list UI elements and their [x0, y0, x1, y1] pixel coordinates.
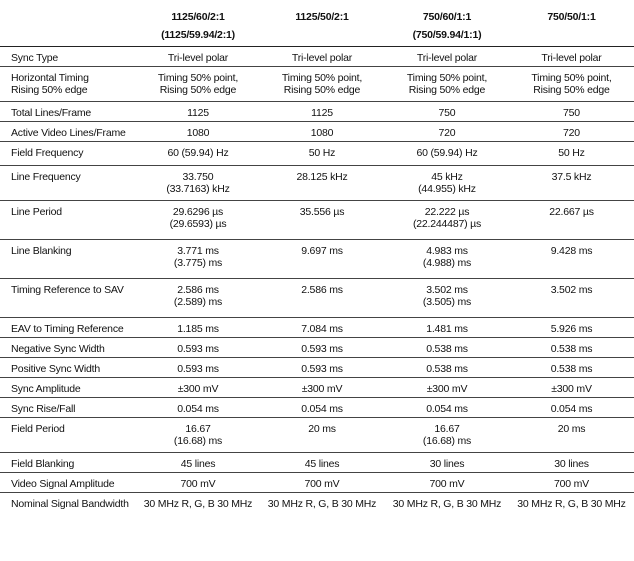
- value-cell: [385, 166, 509, 201]
- cell-value-text: 700 mV: [429, 478, 465, 490]
- row-label-cell: [0, 338, 137, 358]
- column-header-1125-50: [259, 0, 385, 47]
- value-cell: [385, 418, 509, 453]
- table-row: [0, 358, 634, 378]
- table-body: [0, 47, 634, 513]
- cell-value-text: 1125: [187, 107, 209, 119]
- row-label-text: Field Blanking: [11, 458, 75, 470]
- cell-value-text: 9.428 ms: [550, 245, 593, 257]
- cell-value-text: 22.667 µs: [549, 206, 594, 218]
- cell-value-text: (3.775) ms: [173, 257, 223, 269]
- header-row: [0, 0, 634, 47]
- value-cell: [137, 398, 259, 418]
- value-cell: [509, 493, 634, 513]
- value-cell: [509, 67, 634, 102]
- cell-value-text: 0.538 ms: [426, 363, 468, 375]
- column-header-primary: 750/50/1:1: [547, 11, 596, 23]
- value-cell: [137, 47, 259, 67]
- value-cell: [259, 279, 385, 318]
- value-cell: [509, 358, 634, 378]
- cell-value-text: 0.054 ms: [550, 403, 593, 415]
- row-label-text: Nominal Signal Bandwidth: [11, 498, 129, 510]
- value-cell: [509, 240, 634, 279]
- value-cell: [509, 318, 634, 338]
- value-cell: [137, 318, 259, 338]
- table-row: [0, 338, 634, 358]
- value-cell: [509, 398, 634, 418]
- cell-value-text: 750: [563, 107, 580, 119]
- table-row: [0, 398, 634, 418]
- row-label-cell: [0, 453, 137, 473]
- cell-value-text: Timing 50% point,: [406, 72, 488, 84]
- value-cell: [137, 493, 259, 513]
- cell-value-text: 60 (59.94) Hz: [416, 147, 478, 159]
- value-cell: [259, 67, 385, 102]
- cell-value-text: 0.538 ms: [426, 343, 468, 355]
- value-cell: [385, 201, 509, 240]
- cell-value-text: 1080: [186, 127, 210, 139]
- cell-value-text: 37.5 kHz: [551, 171, 592, 183]
- value-cell: [385, 279, 509, 318]
- cell-value-text: Rising 50% edge: [408, 84, 486, 96]
- cell-value-text: ±300 mV: [301, 383, 343, 395]
- value-cell: [259, 338, 385, 358]
- value-cell: [385, 493, 509, 513]
- value-cell: [385, 122, 509, 142]
- table-row: [0, 453, 634, 473]
- cell-value-text: Tri-level polar: [291, 52, 353, 64]
- value-cell: [137, 166, 259, 201]
- table-row: [0, 418, 634, 453]
- value-cell: [385, 67, 509, 102]
- value-cell: [509, 102, 634, 122]
- cell-value-text: 1125: [311, 107, 333, 119]
- cell-value-text: 45 lines: [304, 458, 340, 470]
- row-label-text: Active Video Lines/Frame: [11, 127, 126, 139]
- row-label-text: Video Signal Amplitude: [11, 478, 115, 490]
- value-cell: [385, 47, 509, 67]
- row-label-cell: [0, 473, 137, 493]
- value-cell: [509, 378, 634, 398]
- value-cell: [259, 378, 385, 398]
- table-row: [0, 279, 634, 318]
- cell-value-text: Timing 50% point,: [157, 72, 239, 84]
- cell-value-text: Tri-level polar: [167, 52, 229, 64]
- table-row: [0, 67, 634, 102]
- cell-value-text: ±300 mV: [177, 383, 219, 395]
- table-row: [0, 166, 634, 201]
- header-corner-cell: [0, 0, 137, 47]
- value-cell: [259, 453, 385, 473]
- row-label-text: Field Frequency: [11, 147, 84, 159]
- row-label-text: Line Frequency: [11, 171, 81, 183]
- cell-value-text: 1.481 ms: [426, 323, 468, 335]
- table-row: [0, 122, 634, 142]
- cell-value-text: Timing 50% point,: [281, 72, 363, 84]
- value-cell: [259, 122, 385, 142]
- cell-value-text: 45 lines: [180, 458, 216, 470]
- row-label-text: Sync Rise/Fall: [11, 403, 76, 415]
- value-cell: [385, 398, 509, 418]
- value-cell: [259, 166, 385, 201]
- row-label-cell: [0, 201, 137, 240]
- value-cell: [137, 358, 259, 378]
- value-cell: [385, 453, 509, 473]
- cell-value-text: 33.750: [182, 171, 214, 183]
- value-cell: [259, 102, 385, 122]
- cell-value-text: ±300 mV: [551, 383, 592, 395]
- cell-value-text: Tri-level polar: [541, 52, 602, 64]
- row-label-cell: [0, 122, 137, 142]
- cell-value-text: 20 ms: [557, 423, 586, 435]
- cell-value-text: 0.593 ms: [177, 363, 219, 375]
- row-label-text: Sync Type: [11, 52, 59, 64]
- cell-value-text: 30 MHz R, G, B 30 MHz: [143, 498, 253, 510]
- column-header-primary: 750/60/1:1: [422, 11, 472, 23]
- cell-value-text: 30 MHz R, G, B 30 MHz: [267, 498, 377, 510]
- cell-value-text: 1080: [310, 127, 334, 139]
- cell-value-text: 720: [438, 127, 456, 139]
- cell-value-text: 700 mV: [304, 478, 340, 490]
- cell-value-text: 700 mV: [180, 478, 216, 490]
- cell-value-text: 28.125 kHz: [296, 171, 348, 183]
- row-label-text: Line Period: [11, 206, 62, 218]
- cell-value-text: 0.593 ms: [301, 363, 343, 375]
- table-row: [0, 102, 634, 122]
- cell-value-text: 50 Hz: [558, 147, 585, 159]
- row-label-cell: [0, 166, 137, 201]
- column-header-750-60: [385, 0, 509, 47]
- cell-value-text: 22.222 µs: [424, 206, 470, 218]
- cell-value-text: 60 (59.94) Hz: [167, 147, 229, 159]
- table-row: [0, 318, 634, 338]
- cell-value-text: 16.67: [185, 423, 211, 435]
- cell-value-text: (16.68) ms: [173, 435, 223, 447]
- cell-value-text: 3.771 ms: [177, 245, 219, 257]
- cell-value-text: Rising 50% edge: [159, 84, 237, 96]
- value-cell: [137, 201, 259, 240]
- cell-value-text: 0.054 ms: [301, 403, 343, 415]
- row-label-cell: [0, 418, 137, 453]
- cell-value-text: 16.67: [434, 423, 460, 435]
- cell-value-text: 720: [563, 127, 580, 139]
- value-cell: [137, 473, 259, 493]
- cell-value-text: 0.593 ms: [301, 343, 343, 355]
- value-cell: [385, 318, 509, 338]
- cell-value-text: (33.7163) kHz: [166, 183, 230, 195]
- column-header-primary: 1125/50/2:1: [295, 11, 349, 23]
- cell-value-text: 30 lines: [554, 458, 589, 470]
- cell-value-text: 5.926 ms: [550, 323, 593, 335]
- value-cell: [509, 166, 634, 201]
- table-row: [0, 473, 634, 493]
- table-row: [0, 240, 634, 279]
- column-header-secondary: (750/59.94/1:1): [412, 29, 482, 41]
- value-cell: [385, 473, 509, 493]
- value-cell: [137, 142, 259, 166]
- row-label-cell: [0, 67, 137, 102]
- cell-value-text: 9.697 ms: [301, 245, 343, 257]
- row-label-text: Timing Reference to SAV: [11, 284, 124, 296]
- value-cell: [137, 453, 259, 473]
- row-label-cell: [0, 358, 137, 378]
- value-cell: [259, 418, 385, 453]
- cell-value-text: (44.955) kHz: [418, 183, 476, 195]
- table-row: [0, 378, 634, 398]
- value-cell: [259, 47, 385, 67]
- cell-value-text: (4.988) ms: [422, 257, 472, 269]
- value-cell: [137, 102, 259, 122]
- value-cell: [137, 338, 259, 358]
- value-cell: [137, 122, 259, 142]
- value-cell: [259, 358, 385, 378]
- cell-value-text: (2.589) ms: [173, 296, 223, 308]
- value-cell: [509, 453, 634, 473]
- cell-value-text: 0.538 ms: [550, 343, 593, 355]
- value-cell: [137, 279, 259, 318]
- value-cell: [509, 142, 634, 166]
- column-header-750-50: [509, 0, 634, 47]
- cell-value-text: 29.6296 µs: [172, 206, 224, 218]
- value-cell: [259, 240, 385, 279]
- value-cell: [509, 47, 634, 67]
- value-cell: [385, 378, 509, 398]
- value-cell: [259, 493, 385, 513]
- value-cell: [509, 279, 634, 318]
- cell-value-text: Rising 50% edge: [283, 84, 361, 96]
- cell-value-text: 3.502 ms: [426, 284, 468, 296]
- row-label-text: Line Blanking: [11, 245, 72, 257]
- row-label-cell: [0, 102, 137, 122]
- cell-value-text: Tri-level polar: [416, 52, 478, 64]
- cell-value-text: 45 kHz: [431, 171, 463, 183]
- row-label-cell: [0, 279, 137, 318]
- cell-value-text: 700 mV: [554, 478, 589, 490]
- value-cell: [259, 473, 385, 493]
- cell-value-text: 4.983 ms: [426, 245, 468, 257]
- value-cell: [259, 318, 385, 338]
- value-cell: [259, 201, 385, 240]
- table-row: [0, 493, 634, 513]
- table-header: [0, 0, 634, 47]
- row-label-text: Field Period: [11, 423, 65, 435]
- cell-value-text: 2.586 ms: [177, 284, 219, 296]
- cell-value-text: 50 Hz: [308, 147, 336, 159]
- row-label-text: Negative Sync Width: [11, 343, 105, 355]
- cell-value-text: (16.68) ms: [422, 435, 472, 447]
- value-cell: [509, 418, 634, 453]
- value-cell: [385, 358, 509, 378]
- value-cell: [137, 67, 259, 102]
- table-row: [0, 142, 634, 166]
- row-label-cell: [0, 493, 137, 513]
- row-label-cell: [0, 398, 137, 418]
- cell-value-text: 30 MHz R, G, B 30 MHz: [517, 498, 626, 510]
- table-row: [0, 47, 634, 67]
- row-label-text: EAV to Timing Reference: [11, 323, 124, 335]
- cell-value-text: (29.6593) µs: [169, 218, 227, 230]
- row-label-cell: [0, 318, 137, 338]
- row-label-cell: [0, 240, 137, 279]
- value-cell: [259, 398, 385, 418]
- cell-value-text: (22.244487) µs: [412, 218, 482, 230]
- value-cell: [509, 201, 634, 240]
- cell-value-text: 35.556 µs: [299, 206, 345, 218]
- value-cell: [137, 418, 259, 453]
- row-label-cell: [0, 47, 137, 67]
- cell-value-text: 0.054 ms: [426, 403, 468, 415]
- cell-value-text: Rising 50% edge: [533, 84, 610, 96]
- cell-value-text: 30 lines: [429, 458, 465, 470]
- cell-value-text: 30 MHz R, G, B 30 MHz: [392, 498, 502, 510]
- row-label-cell: [0, 378, 137, 398]
- cell-value-text: ±300 mV: [426, 383, 468, 395]
- row-label-text: Positive Sync Width: [11, 363, 100, 375]
- cell-value-text: 0.538 ms: [550, 363, 593, 375]
- cell-value-text: 3.502 ms: [550, 284, 593, 296]
- column-header-1125-60: [137, 0, 259, 47]
- value-cell: [509, 338, 634, 358]
- cell-value-text: Timing 50% point,: [531, 72, 612, 84]
- column-header-secondary: (1125/59.94/2:1): [161, 29, 235, 41]
- cell-value-text: 0.054 ms: [177, 403, 219, 415]
- value-cell: [385, 102, 509, 122]
- row-label-text: Horizontal Timing: [11, 72, 89, 84]
- value-cell: [259, 142, 385, 166]
- row-label-text: Total Lines/Frame: [11, 107, 92, 119]
- value-cell: [509, 473, 634, 493]
- table-row: [0, 201, 634, 240]
- cell-value-text: 750: [438, 107, 456, 119]
- value-cell: [385, 240, 509, 279]
- cell-value-text: 20 ms: [308, 423, 336, 435]
- cell-value-text: (3.505) ms: [422, 296, 472, 308]
- cell-value-text: 7.084 ms: [301, 323, 343, 335]
- cell-value-text: 0.593 ms: [177, 343, 219, 355]
- cell-value-text: 1.185 ms: [177, 323, 219, 335]
- value-cell: [385, 338, 509, 358]
- row-label-cell: [0, 142, 137, 166]
- row-label-text: Rising 50% edge: [11, 84, 88, 96]
- value-cell: [137, 378, 259, 398]
- column-header-primary: 1125/60/2:1: [171, 11, 225, 23]
- cell-value-text: 2.586 ms: [301, 284, 343, 296]
- value-cell: [509, 122, 634, 142]
- row-label-text: Sync Amplitude: [11, 383, 81, 395]
- value-cell: [137, 240, 259, 279]
- value-cell: [385, 142, 509, 166]
